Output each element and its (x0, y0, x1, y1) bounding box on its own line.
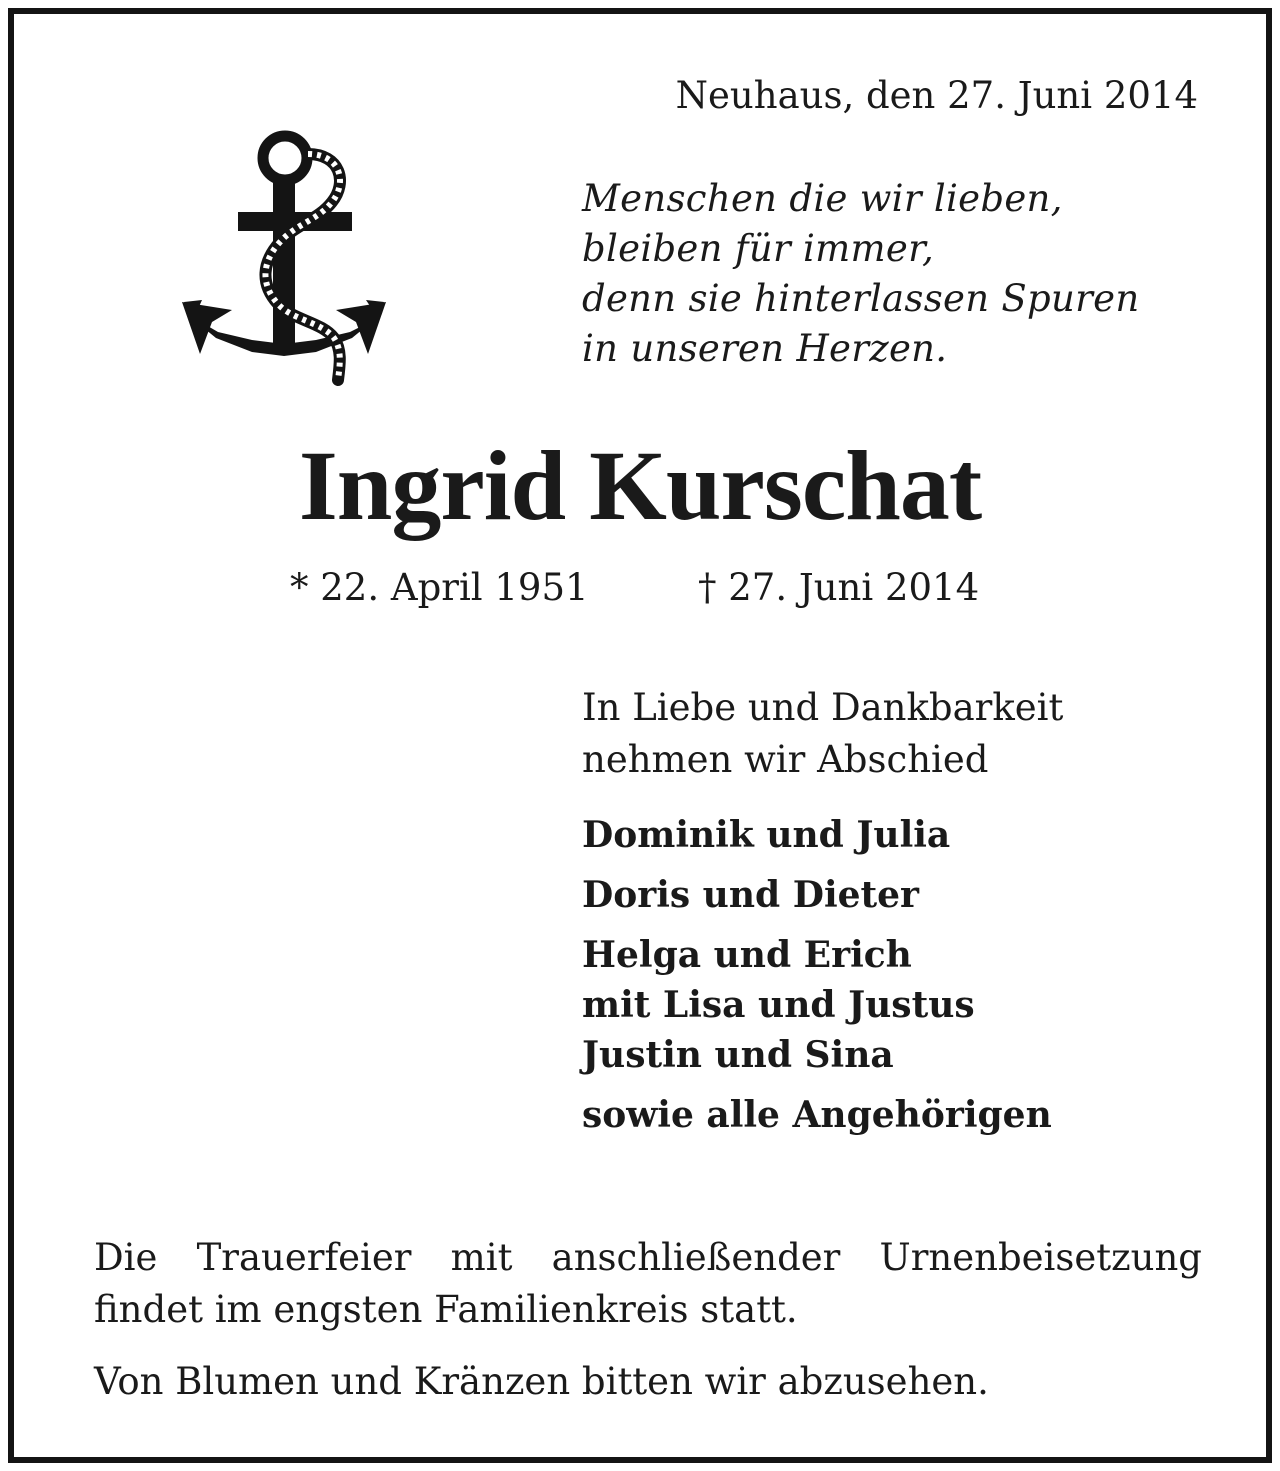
ceremony-note: Die Trauerfeier mit anschließender Urnenbeisetzung findet im engsten Familienkreis statt. (94, 1236, 1202, 1331)
mourner-group: Justin und Sina (582, 1034, 894, 1076)
obituary-notice (8, 8, 1272, 1463)
poem-line: bleiben für immer, (582, 227, 935, 270)
anchor-icon (172, 124, 394, 392)
mourner-group: Helga und Erich (582, 934, 912, 976)
death-date: † 27. Juni 2014 (698, 566, 980, 609)
poem-line: denn sie hinterlassen Spuren (582, 277, 1140, 320)
mourner-group: sowie alle Angehörigen (582, 1094, 1052, 1136)
flowers-note: Von Blumen und Kränzen bitten wir abzusehen. (94, 1360, 989, 1403)
poem (582, 174, 1139, 374)
mourner-group: mit Lisa und Justus (582, 984, 975, 1026)
farewell-line: In Liebe und Dankbarkeit (582, 686, 1064, 729)
place-date: Neuhaus, den 27. Juni 2014 (675, 74, 1198, 117)
birth-date: * 22. April 1951 (290, 566, 589, 609)
farewell-line: nehmen wir Abschied (582, 738, 989, 781)
deceased-name: Ingrid Kurschat (298, 430, 982, 541)
mourners-list (582, 810, 1052, 1140)
poem-line: in unseren Herzen. (582, 327, 948, 370)
mourner-group: Dominik und Julia (582, 814, 951, 856)
farewell-text (582, 682, 1063, 786)
poem-line: Menschen die wir lieben, (582, 177, 1063, 220)
mourner-group: Doris und Dieter (582, 874, 920, 916)
